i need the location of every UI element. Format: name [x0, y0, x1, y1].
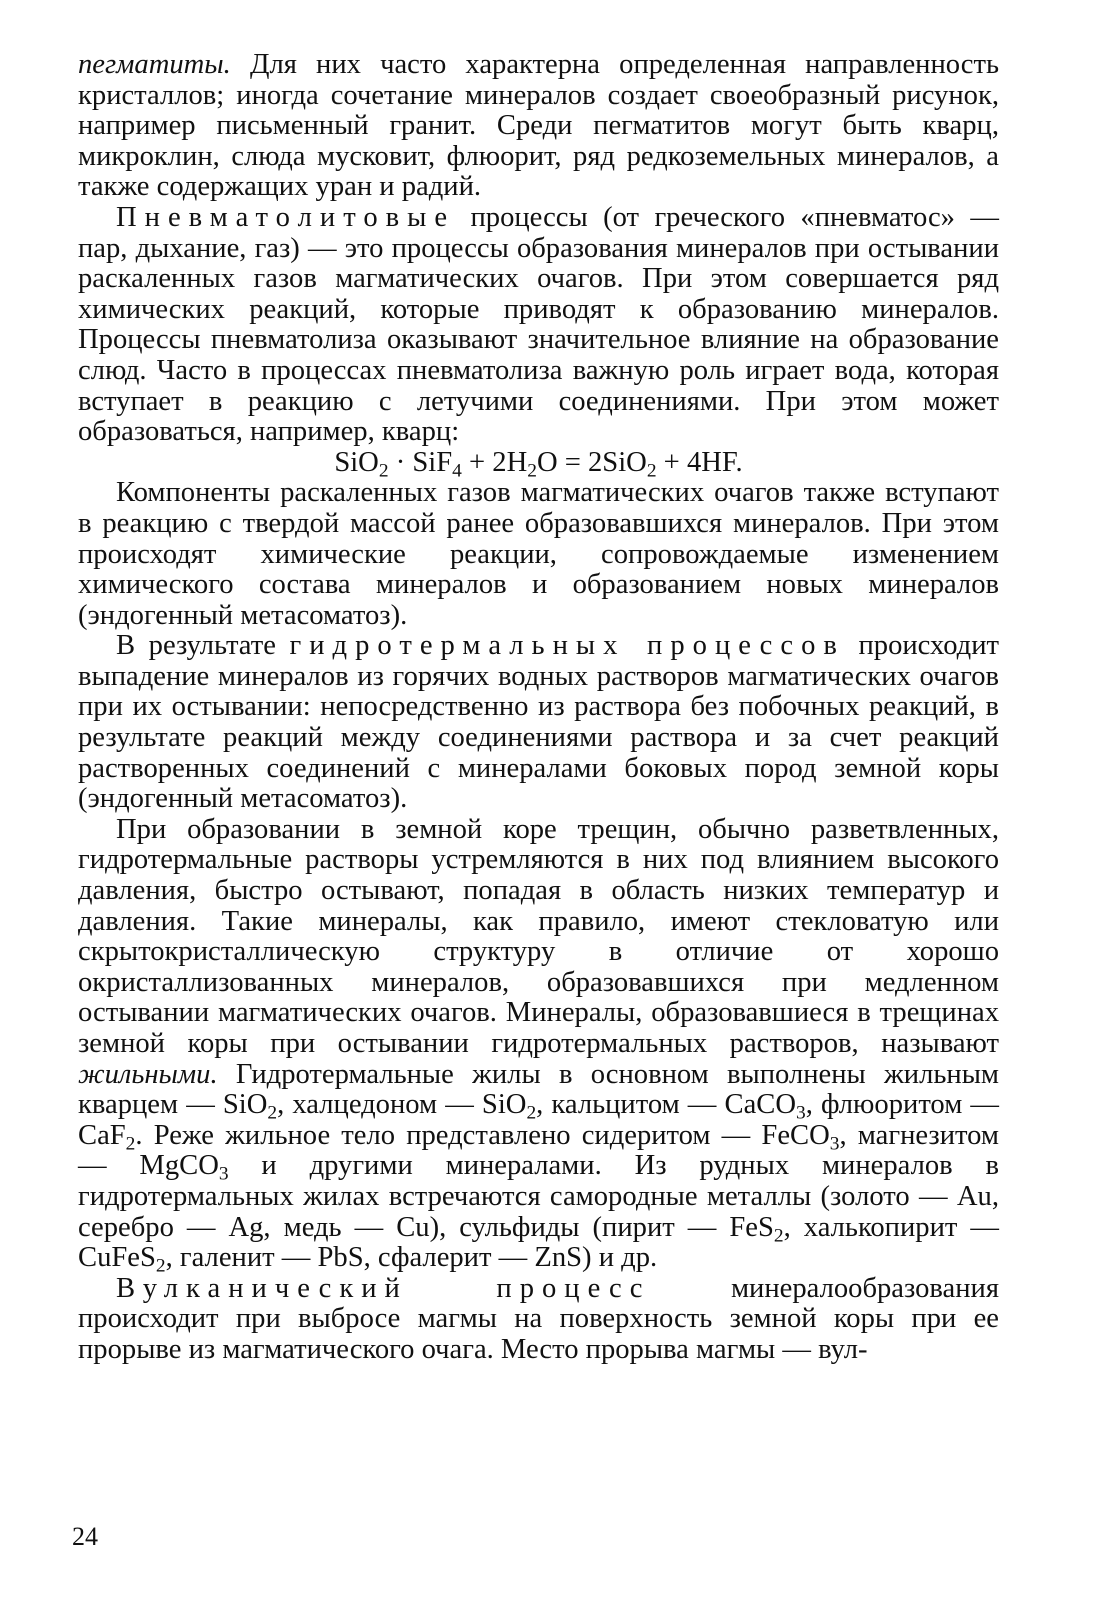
- term-pegmatites: пегматиты.: [78, 49, 231, 80]
- paragraph-pegmatites: [78, 50, 999, 203]
- paragraph-text: , галенит — PbS, сфалерит — ZnS) и др.: [165, 1242, 658, 1274]
- term-volcanic: Вулканический процесс: [116, 1272, 651, 1304]
- paragraph-text: , халькопирит — CuFeS: [78, 1211, 999, 1274]
- paragraph-text: Гидротермальные жилы в основном выполнены жильным кварцем — SiO: [78, 1058, 999, 1121]
- formula-part: O = 2SiO: [536, 446, 647, 478]
- paragraph-text: При образовании в земной коре трещин, обычно разветвленных, гидротермальные растворы устремляются в них под влиянием высокого давления, быстро остывают, попадая в область низких температур и давления. Такие минералы, как правило, имеют стекловатую или скрытокристаллическую структуру в отличие от хорошо окристаллизованных минералов, образовавшихся при медленном остывании магматических очагов. Минералы, образовавшиеся в трещинах земной коры при остывании гидротермальных растворов, называют: [78, 813, 999, 1059]
- paragraph-pneumatolytic: [78, 203, 999, 448]
- page-body: [78, 50, 999, 1366]
- paragraph-hydrothermal: [78, 631, 999, 815]
- subscript: 3: [796, 1102, 806, 1124]
- paragraph-text: , магнезитом — MgCO: [78, 1119, 999, 1182]
- subscript: 2: [155, 1255, 166, 1277]
- paragraph-text: . Реже жильное тело представлено сидеритом — FeCO: [135, 1119, 830, 1151]
- page-number: 24: [72, 1522, 98, 1551]
- chemical-formula: [78, 446, 999, 482]
- subscript: 3: [829, 1133, 840, 1155]
- paragraph-text: и другими минералами. Из рудных минералов в гидротермальных жилах встречаются самородные металлы (золото — Au, серебро — Ag, медь — Cu), сульфиды (пирит — FeS: [78, 1150, 999, 1243]
- paragraph-text: Для них часто характерна определенная направленность кристаллов; иногда сочетание минералов создает своеобразный рисунок, например письменный гранит. Среди пегматитов могут быть кварц, микроклин, слюда мусковит, флюорит, ряд редкоземельных минералов, а также содержащих уран и радий.: [78, 49, 999, 203]
- paragraph-text: , флюоритом — CaF: [78, 1089, 999, 1151]
- paragraph-volcanic: [78, 1274, 999, 1366]
- term-vein: жильными.: [78, 1058, 218, 1090]
- paragraph-text: происходит выпадение минералов из горячих водных растворов магматических очагов при их остывании: непосредственно из раствора без побочных реакций, в результате реакций между соединениями раствора и за счет реакций растворенных соединений с минералами боковых пород земной коры (эндогенный метасоматоз).: [78, 630, 1000, 815]
- term-pneumatolytic: Пневматолитовые: [116, 201, 456, 233]
- formula-subscript: 2: [646, 460, 657, 482]
- formula-subscript: 2: [527, 460, 537, 482]
- formula-part: + 2H: [461, 446, 528, 478]
- paragraph-gas-components: Компоненты раскаленных газов магматических очагов также вступают в реакцию с твердой массой ранее образовавшихся минералов. При этом происходят химические реакции, сопровождаемые изменением химического состава минералов и образованием новых минералов (эндогенный метасоматоз).: [78, 477, 999, 631]
- paragraph-veins: [78, 813, 999, 1277]
- subscript: 2: [267, 1102, 278, 1124]
- subscript: 2: [773, 1225, 784, 1246]
- subscript: 3: [218, 1163, 229, 1185]
- paragraph-text: В результате: [116, 630, 290, 662]
- paragraph-text: процессы (от греческого «пневматос» — пар, дыхание, газ) — это процессы образования минералов при остывании раскаленных газов магматических очагов. При этом совершается ряд химических реакций, которые приводят к образованию минералов. Процессы пневматолиза оказывают значительное влияние на образование слюд. Часто в процессах пневматолиза важную роль играет вода, которая вступает в реакцию с летучими соединениями. При этом может образоваться, например, кварц:: [78, 201, 999, 448]
- formula-part: + 4HF.: [656, 446, 743, 478]
- subscript: 2: [125, 1133, 136, 1155]
- paragraph-text: минералообразования происходит при выбросе магмы на поверхность земной коры при ее прорыве из магматического очага. Место прорыва магмы — вул-: [78, 1272, 999, 1365]
- formula-part: SiO: [334, 446, 379, 478]
- formula-subscript: 2: [378, 460, 389, 482]
- subscript: 2: [526, 1102, 537, 1124]
- formula-subscript: 4: [452, 460, 462, 482]
- paragraph-text: , кальцитом — CaCO: [536, 1089, 796, 1121]
- term-hydrothermal: гидротермальных процессов: [289, 630, 845, 662]
- paragraph-text: , халцедоном — SiO: [277, 1089, 527, 1121]
- formula-part: · SiF: [388, 446, 453, 478]
